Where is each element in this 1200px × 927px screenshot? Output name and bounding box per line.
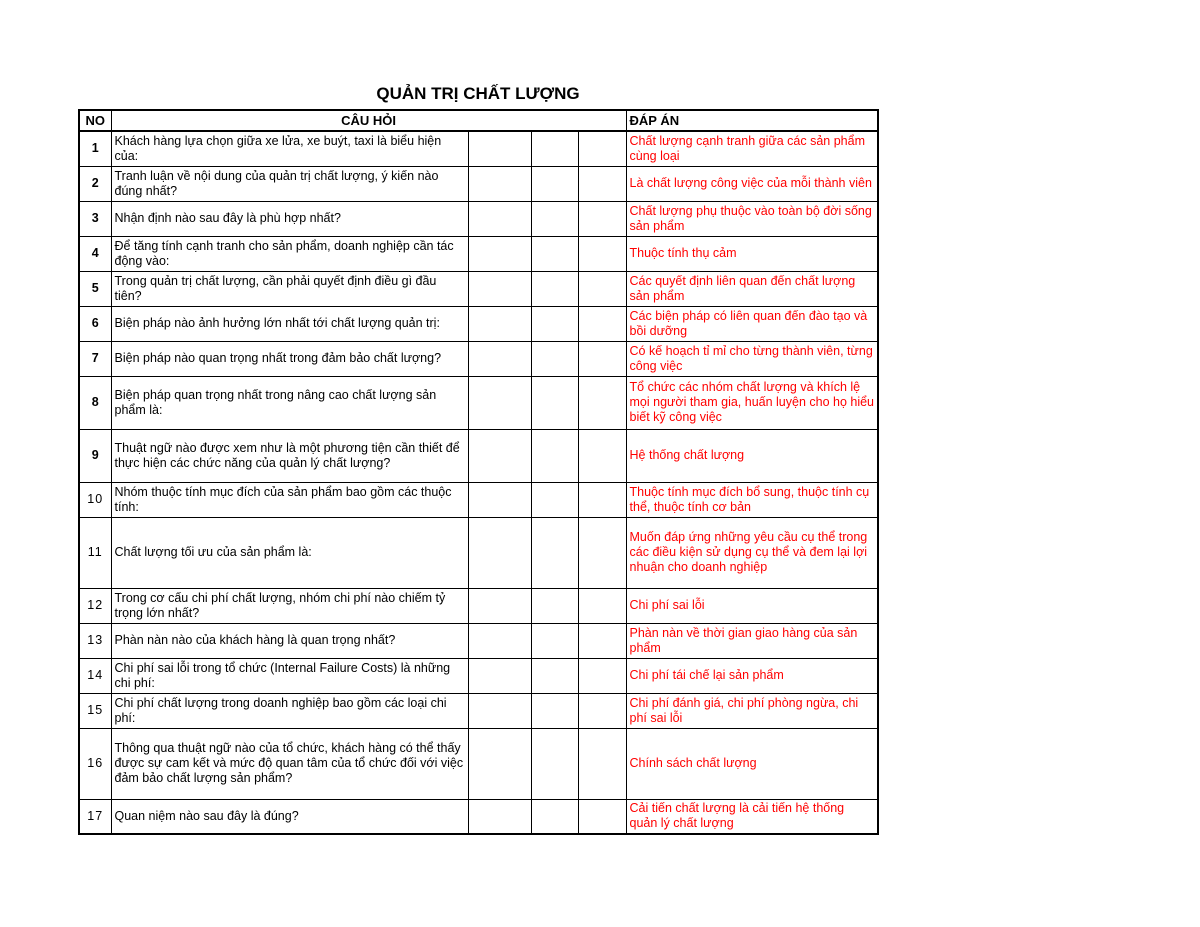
answer-cell: Chi phí tái chế lại sản phẩm	[626, 658, 878, 693]
option-cell-a	[468, 693, 531, 728]
option-cell-b	[531, 658, 578, 693]
option-cell-b	[531, 306, 578, 341]
option-cell-a	[468, 429, 531, 482]
row-number: 14	[79, 658, 111, 693]
table-row	[79, 482, 878, 517]
option-cell-b	[531, 341, 578, 376]
table-row	[79, 588, 878, 623]
row-number: 17	[79, 799, 111, 834]
table-row	[79, 728, 878, 799]
question-cell: Trong cơ cấu chi phí chất lượng, nhóm chi phí nào chiếm tỷ trọng lớn nhất?	[111, 588, 468, 623]
answer-cell: Chính sách chất lượng	[626, 728, 878, 799]
question-cell: Chất lượng tối ưu của sản phẩm là:	[111, 517, 468, 588]
option-cell-b	[531, 201, 578, 236]
answer-cell: Thuộc tính thụ cảm	[626, 236, 878, 271]
table-row	[79, 429, 878, 482]
option-cell-b	[531, 728, 578, 799]
option-cell-c	[578, 341, 626, 376]
option-cell-c	[578, 271, 626, 306]
table-row	[79, 376, 878, 429]
option-cell-c	[578, 131, 626, 166]
question-cell: Biện pháp nào quan trọng nhất trong đảm bảo chất lượng?	[111, 341, 468, 376]
row-number: 12	[79, 588, 111, 623]
question-cell: Chi phí chất lượng trong doanh nghiệp bao gồm các loại chi phí:	[111, 693, 468, 728]
question-cell: Tranh luận về nội dung của quản trị chất lượng, ý kiến nào đúng nhất?	[111, 166, 468, 201]
option-cell-b	[531, 588, 578, 623]
option-cell-c	[578, 482, 626, 517]
question-cell: Trong quản trị chất lượng, cần phải quyết định điều gì đầu tiên?	[111, 271, 468, 306]
table-row	[79, 693, 878, 728]
header-question: CÂU HỎI	[111, 110, 626, 131]
option-cell-c	[578, 236, 626, 271]
option-cell-a	[468, 376, 531, 429]
option-cell-b	[531, 236, 578, 271]
question-cell: Thuật ngữ nào được xem như là một phương tiện cần thiết để thực hiện các chức năng của quản lý chất lượng?	[111, 429, 468, 482]
option-cell-c	[578, 588, 626, 623]
table-header-row	[79, 110, 878, 131]
option-cell-a	[468, 658, 531, 693]
option-cell-b	[531, 131, 578, 166]
question-cell: Quan niệm nào sau đây là đúng?	[111, 799, 468, 834]
option-cell-b	[531, 623, 578, 658]
option-cell-c	[578, 376, 626, 429]
question-cell: Nhận định nào sau đây là phù hợp nhất?	[111, 201, 468, 236]
option-cell-a	[468, 799, 531, 834]
option-cell-c	[578, 166, 626, 201]
table-row	[79, 623, 878, 658]
row-number: 5	[79, 271, 111, 306]
table-row	[79, 166, 878, 201]
table-row	[79, 341, 878, 376]
answer-cell: Là chất lượng công việc của mỗi thành viên	[626, 166, 878, 201]
option-cell-b	[531, 517, 578, 588]
table-row	[79, 306, 878, 341]
quiz-table	[78, 109, 879, 835]
option-cell-c	[578, 517, 626, 588]
option-cell-a	[468, 588, 531, 623]
option-cell-c	[578, 623, 626, 658]
option-cell-a	[468, 482, 531, 517]
answer-cell: Phàn nàn về thời gian giao hàng của sản phẩm	[626, 623, 878, 658]
option-cell-a	[468, 201, 531, 236]
option-cell-c	[578, 429, 626, 482]
table-row	[79, 271, 878, 306]
question-cell: Để tăng tính cạnh tranh cho sản phẩm, doanh nghiệp cần tác động vào:	[111, 236, 468, 271]
answer-cell: Chi phí đánh giá, chi phí phòng ngừa, chi phí sai lỗi	[626, 693, 878, 728]
answer-cell: Chất lượng cạnh tranh giữa các sản phẩm cùng loại	[626, 131, 878, 166]
option-cell-b	[531, 271, 578, 306]
row-number: 11	[79, 517, 111, 588]
header-no: NO	[79, 110, 111, 131]
answer-cell: Chất lượng phụ thuộc vào toàn bộ đời sống sản phẩm	[626, 201, 878, 236]
option-cell-c	[578, 658, 626, 693]
answer-cell: Tổ chức các nhóm chất lượng và khích lệ mọi người tham gia, huấn luyện cho họ hiểu biết kỹ công việc	[626, 376, 878, 429]
header-answer: ĐÁP ÁN	[626, 110, 878, 131]
table-row	[79, 236, 878, 271]
answer-cell: Thuộc tính mục đích bổ sung, thuộc tính cụ thể, thuộc tính cơ bản	[626, 482, 878, 517]
option-cell-b	[531, 482, 578, 517]
answer-cell: Có kế hoạch tỉ mỉ cho từng thành viên, từng công việc	[626, 341, 878, 376]
option-cell-a	[468, 271, 531, 306]
row-number: 4	[79, 236, 111, 271]
question-cell: Biện pháp quan trọng nhất trong nâng cao chất lượng sản phẩm là:	[111, 376, 468, 429]
option-cell-c	[578, 728, 626, 799]
question-cell: Biện pháp nào ảnh hưởng lớn nhất tới chất lượng quản trị:	[111, 306, 468, 341]
row-number: 2	[79, 166, 111, 201]
page-title: QUẢN TRỊ CHẤT LƯỢNG	[376, 84, 580, 103]
answer-cell: Các quyết định liên quan đến chất lượng sản phẩm	[626, 271, 878, 306]
row-number: 15	[79, 693, 111, 728]
option-cell-b	[531, 693, 578, 728]
table-row	[79, 131, 878, 166]
option-cell-c	[578, 693, 626, 728]
table-row	[79, 658, 878, 693]
option-cell-a	[468, 341, 531, 376]
table-row	[79, 517, 878, 588]
row-number: 16	[79, 728, 111, 799]
question-cell: Nhóm thuộc tính mục đích của sản phẩm bao gồm các thuộc tính:	[111, 482, 468, 517]
table-row	[79, 799, 878, 834]
option-cell-a	[468, 623, 531, 658]
table-row	[79, 201, 878, 236]
row-number: 9	[79, 429, 111, 482]
answer-cell: Cải tiến chất lượng là cải tiến hệ thống quản lý chất lượng	[626, 799, 878, 834]
option-cell-a	[468, 166, 531, 201]
option-cell-a	[468, 236, 531, 271]
question-cell: Thông qua thuật ngữ nào của tổ chức, khách hàng có thể thấy được sự cam kết và mức độ quan tâm của tổ chức đối với việc đảm bảo chất lượng sản phẩm?	[111, 728, 468, 799]
table-body	[79, 131, 878, 834]
row-number: 8	[79, 376, 111, 429]
option-cell-b	[531, 166, 578, 201]
question-cell: Khách hàng lựa chọn giữa xe lửa, xe buýt, taxi là biểu hiện của:	[111, 131, 468, 166]
option-cell-a	[468, 517, 531, 588]
option-cell-b	[531, 376, 578, 429]
question-cell: Chi phí sai lỗi trong tổ chức (Internal Failure Costs) là những chi phí:	[111, 658, 468, 693]
option-cell-b	[531, 429, 578, 482]
option-cell-a	[468, 131, 531, 166]
option-cell-b	[531, 799, 578, 834]
answer-cell: Muốn đáp ứng những yêu cầu cụ thể trong các điều kiện sử dụng cụ thể và đem lại lợi nhuận cho doanh nghiệp	[626, 517, 878, 588]
answer-cell: Chi phí sai lỗi	[626, 588, 878, 623]
row-number: 10	[79, 482, 111, 517]
row-number: 3	[79, 201, 111, 236]
row-number: 13	[79, 623, 111, 658]
question-cell: Phàn nàn nào của khách hàng là quan trọng nhất?	[111, 623, 468, 658]
answer-cell: Hệ thống chất lượng	[626, 429, 878, 482]
option-cell-c	[578, 201, 626, 236]
option-cell-c	[578, 306, 626, 341]
option-cell-a	[468, 306, 531, 341]
option-cell-c	[578, 799, 626, 834]
row-number: 6	[79, 306, 111, 341]
row-number: 7	[79, 341, 111, 376]
option-cell-a	[468, 728, 531, 799]
row-number: 1	[79, 131, 111, 166]
answer-cell: Các biện pháp có liên quan đến đào tạo và bồi dưỡng	[626, 306, 878, 341]
